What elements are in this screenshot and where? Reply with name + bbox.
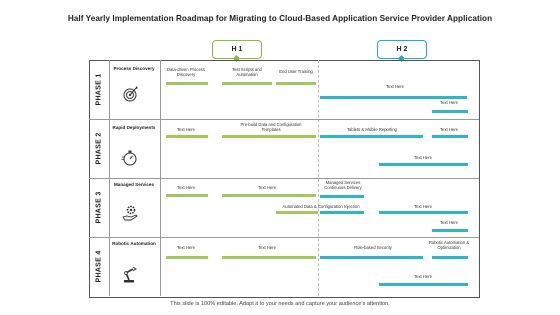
header-h1	[212, 40, 262, 59]
task-label: Text Here	[177, 127, 195, 132]
task-bar	[320, 256, 423, 259]
gear-hand-icon	[120, 203, 140, 223]
task-label: Text Here	[258, 185, 276, 190]
task-label: Text Here	[177, 245, 195, 250]
task-bar	[379, 283, 468, 286]
stopwatch-icon	[120, 148, 140, 168]
task-label: End User Training	[279, 69, 313, 74]
task-bar	[222, 256, 316, 259]
task-bar	[276, 82, 316, 85]
task-bar	[222, 82, 272, 85]
task-bar	[320, 195, 364, 198]
header-h2	[377, 40, 427, 59]
row-divider	[89, 119, 479, 120]
task-bar	[222, 135, 316, 138]
footer-note: This slide is 100% editable. Adapt it to your needs and capture your audience's attention.	[170, 301, 390, 307]
task-label: Tablets & Mobile Reporting	[346, 127, 398, 132]
row-divider	[89, 237, 479, 238]
target-icon	[120, 84, 140, 104]
row-divider	[89, 178, 479, 179]
task-label: Automated Data & Configuration Injection	[282, 204, 360, 209]
task-label: Managed Services Continuous Delivery	[324, 180, 362, 190]
header-h2-label: H 2	[396, 46, 408, 53]
task-bar	[432, 229, 468, 232]
task-bar	[166, 135, 208, 138]
task-bar	[320, 96, 467, 99]
task-bar	[276, 211, 318, 214]
task-label: Text Here	[177, 185, 195, 190]
phase-1-name: Process Discovery	[113, 66, 155, 71]
robot-arm-icon	[120, 264, 140, 284]
task-bar	[166, 82, 208, 85]
task-label: Text Here	[440, 220, 458, 225]
task-label: Text Here	[440, 127, 458, 132]
task-bar	[432, 110, 468, 113]
task-label: Text Here	[414, 155, 432, 160]
header-h1-label: H 1	[231, 46, 243, 53]
phase-4-name: Robotic Automation	[112, 241, 156, 246]
phase-3-label: PHASE 3	[95, 191, 103, 224]
task-label: Pre-build Data and Configuration Templates	[240, 122, 302, 132]
task-label: Text Here	[440, 100, 458, 105]
task-label: Robotic Automation & Optimization	[428, 240, 470, 250]
task-bar	[379, 163, 468, 166]
page-title: Half Yearly Implementation Roadmap for Migrating to Cloud-Based Application Service Provider Application	[67, 14, 493, 23]
task-bar	[222, 194, 316, 197]
task-label: Text Here	[258, 245, 276, 250]
task-bar	[320, 211, 364, 214]
task-label: Test Scripts and Automation	[232, 67, 262, 77]
task-label: Data-driven Process Discovery	[167, 67, 205, 77]
task-label: Role-based Security	[354, 245, 392, 250]
task-label: Text Here	[386, 84, 404, 89]
task-bar	[379, 211, 468, 214]
task-label: Text Here	[414, 274, 432, 279]
task-bar	[432, 256, 468, 259]
phase-4-label: PHASE 4	[95, 250, 103, 283]
task-bar	[320, 135, 423, 138]
task-label: Text Here	[414, 204, 432, 209]
task-bar	[166, 256, 208, 259]
task-bar	[166, 194, 208, 197]
phase-1-label: PHASE 1	[95, 73, 103, 106]
phase-2-name: Rapid Deployments	[112, 125, 156, 130]
phase-3-name: Managed Services	[113, 182, 155, 187]
task-bar	[432, 135, 468, 138]
phase-2-label: PHASE 2	[95, 132, 103, 165]
